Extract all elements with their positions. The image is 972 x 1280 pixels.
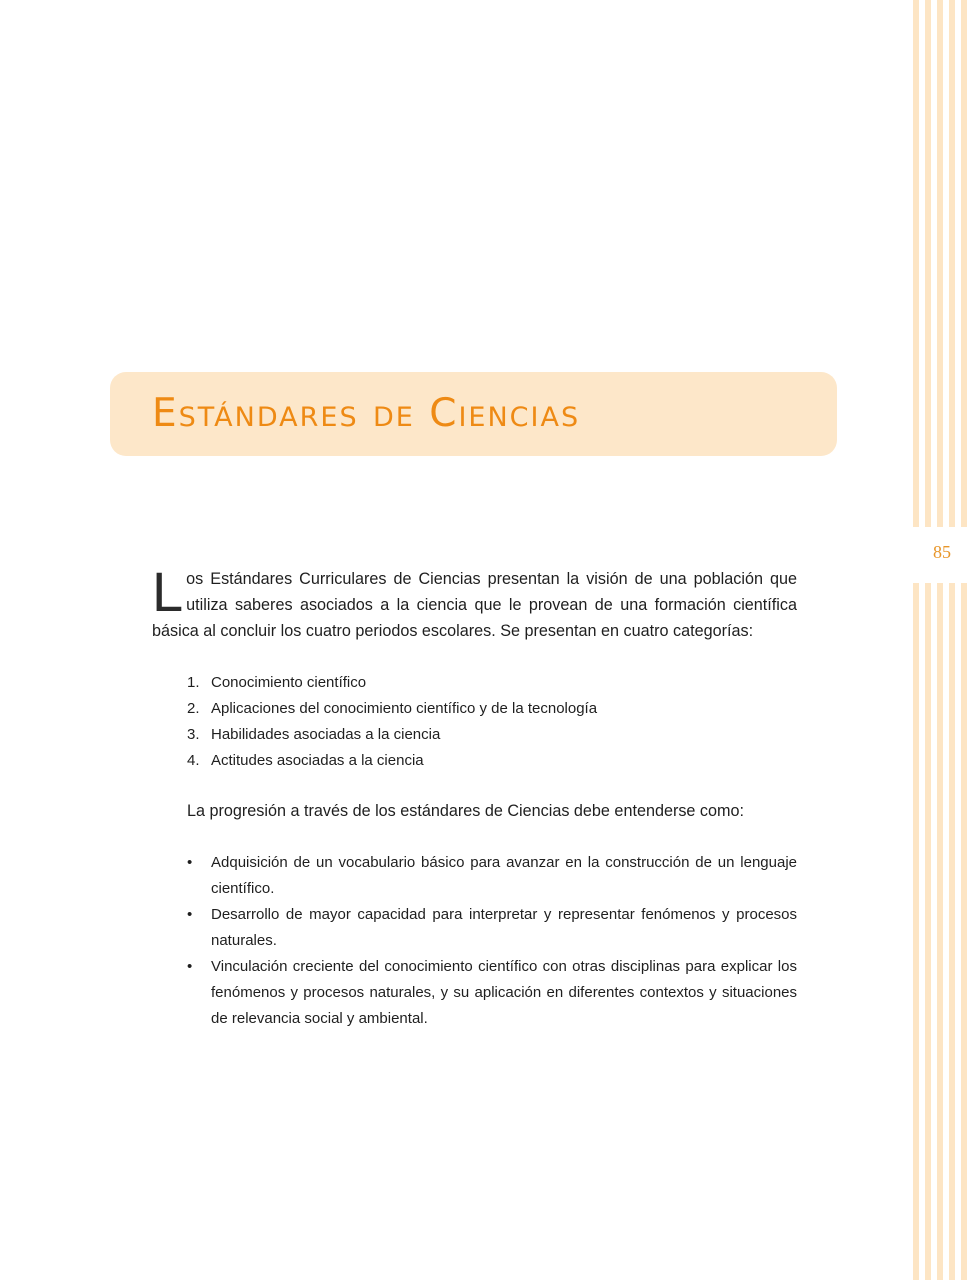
bullet-icon: •	[187, 958, 193, 975]
list-item	[152, 748, 797, 774]
item-text: Actitudes asociadas a la ciencia	[211, 752, 424, 769]
page-title: Estándares de Ciencias	[152, 391, 581, 436]
item-number: 4 .	[187, 748, 200, 774]
list-item	[152, 850, 797, 902]
progression-intro: La progresión a través de los estándares de Ciencias debe entenderse como:	[187, 802, 745, 820]
item-number: 3 .	[187, 722, 200, 748]
decorative-stripes	[913, 0, 972, 1280]
stripe	[961, 0, 967, 1280]
progression-list	[152, 850, 797, 1032]
stripe	[949, 0, 955, 1280]
list-item	[152, 696, 797, 722]
item-number: 1 .	[187, 670, 200, 696]
item-text: Conocimiento científico	[211, 674, 367, 691]
bullet-icon: •	[187, 854, 193, 871]
bullet-icon: •	[187, 906, 193, 923]
title-banner	[110, 372, 837, 456]
item-text: Desarrollo de mayor capacidad para interpretar y representar fenómenos y procesos naturales.	[211, 906, 797, 949]
main-content	[152, 560, 797, 1032]
item-number: 2 .	[187, 696, 200, 722]
item-text: Vinculación creciente del conocimiento científico con otras disciplinas para explicar los fenómenos y procesos naturales, y su aplicación en diferentes contextos y situaciones de relevancia social y ambiental.	[211, 958, 797, 1027]
intro-text: os Estándares Curriculares de Ciencias presentan la visión de una población que utiliza saberes asociados a la ciencia que le provean de una formación científica básica al concluir los cuatro periodos escolares. Se presentan en cuatro categorías:	[152, 570, 797, 640]
stripe	[937, 0, 943, 1280]
drop-cap: L	[152, 560, 184, 623]
list-item	[152, 722, 797, 748]
categories-list	[152, 670, 797, 774]
page-number: 85	[933, 542, 951, 562]
item-text: Habilidades asociadas a la ciencia	[211, 726, 441, 743]
stripe	[913, 0, 919, 1280]
stripe	[925, 0, 931, 1280]
list-item	[152, 902, 797, 954]
list-item	[152, 670, 797, 696]
list-item	[152, 954, 797, 1032]
intro-paragraph	[152, 560, 797, 644]
item-text: Adquisición de un vocabulario básico para avanzar en la construcción de un lenguaje científico.	[211, 854, 797, 897]
item-text: Aplicaciones del conocimiento científico y de la tecnología	[211, 700, 598, 717]
